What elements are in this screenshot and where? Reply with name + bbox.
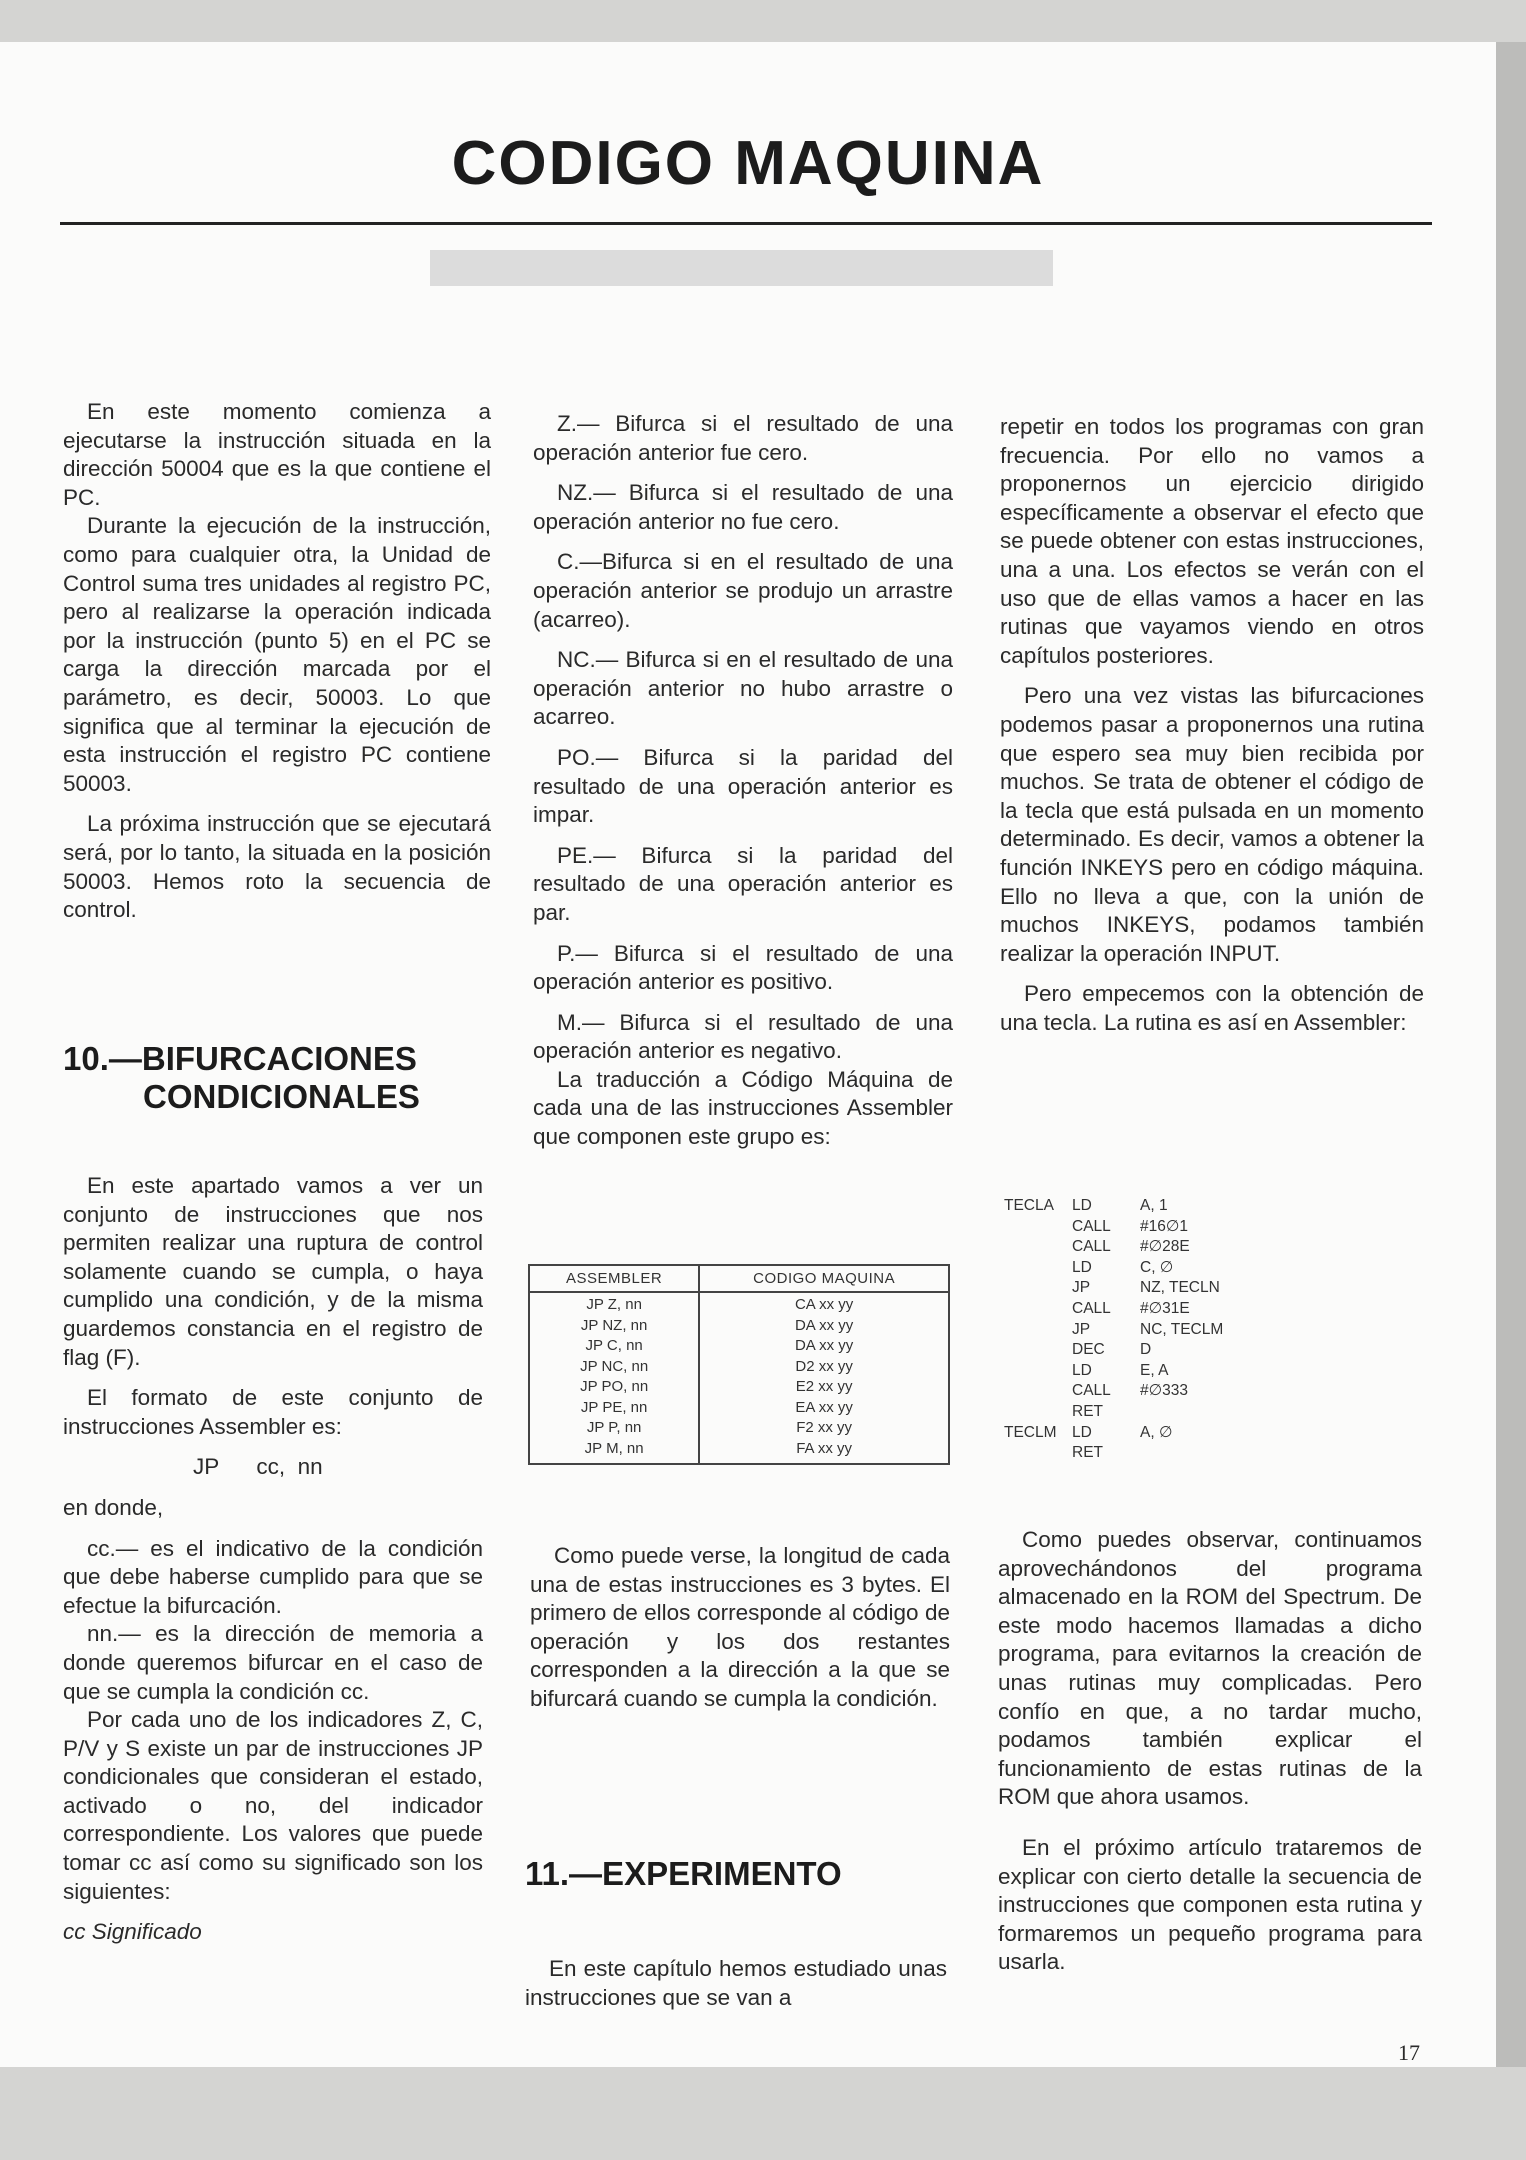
code-line — [1004, 1423, 1223, 1444]
table-cell: D2 xx yy — [795, 1357, 853, 1375]
page-number: 17 — [1398, 2040, 1420, 2065]
condition: P.— Bifurca si el resultado de una operación anterior es positivo. — [533, 940, 953, 995]
table-header: CODIGO MAQUINA — [699, 1265, 949, 1292]
code-line — [1004, 1299, 1223, 1320]
table-cell: JP Z, nn — [586, 1296, 642, 1313]
code-line — [1004, 1402, 1223, 1423]
table-cell: DA xx yy — [794, 1337, 854, 1354]
paragraph: Pero una vez vistas las bifurcaciones podemos pasar a proponernos una rutina que espero sea muy bien recibida por muchos. Se trata de obtener el código de la tecla que está pulsada en un momento determinado. Es decir, vamos a obtener la función INKEYS pero en código máquina. Ello no lleva a que, con la unión de muchos INKEYS, podamos también realizar la operación INPUT. — [1000, 683, 1424, 966]
code-label — [1004, 1381, 1072, 1402]
code-label — [1004, 1299, 1072, 1320]
code-mnemonic: LD — [1072, 1361, 1092, 1379]
table-cell: JP NZ, nn — [580, 1316, 648, 1334]
section-heading-10 — [63, 1040, 420, 1116]
code-mnemonic: DEC — [1072, 1341, 1105, 1359]
code-mnemonic: LD — [1072, 1197, 1092, 1214]
heading-line: 10.—BIFURCACIONES — [63, 1040, 417, 1077]
code-operand: A, ∅ — [1140, 1423, 1173, 1441]
code-mnemonic: RET — [1072, 1402, 1103, 1420]
page-title: CODIGO MAQUINA — [451, 129, 1045, 198]
code-line — [1004, 1361, 1223, 1382]
paragraph: en donde, — [63, 1494, 164, 1520]
code-mnemonic: CALL — [1072, 1238, 1111, 1256]
paragraph: repetir en todos los programas con gran frecuencia. Por ello no vamos a proponernos un ejercicio dirigido específicamente a observar el efecto que se puede obtener con estas instrucciones, una a una. Los efectos se verán con el uso que de ellas vamos a hacer en las rutinas que vayamos viendo en otros capítulos posteriores. — [1000, 414, 1424, 668]
cc-significado: cc Significado — [63, 1919, 202, 1945]
code-operand: #∅28E — [1140, 1238, 1190, 1256]
code-label — [1004, 1258, 1072, 1279]
code-mnemonic: LD — [1072, 1258, 1092, 1276]
code-line — [1004, 1381, 1223, 1402]
code-mnemonic: JP — [1072, 1320, 1091, 1338]
table-cell: CA xx yy — [794, 1296, 854, 1313]
code-line — [1004, 1340, 1223, 1361]
page-edge — [1496, 42, 1526, 2067]
condition: NC.— Bifurca si en el resultado de una operación anterior no hubo arrastre o acarreo. — [533, 647, 953, 730]
code-label — [1004, 1340, 1072, 1361]
code-line — [1004, 1258, 1223, 1279]
format-line: JP cc, nn — [193, 1454, 323, 1480]
title-rule — [60, 222, 1432, 225]
condition: M.— Bifurca si el resultado de una operación anterior es negativo. — [533, 1009, 953, 1064]
code-line — [1004, 1278, 1223, 1299]
paragraph: La próxima instrucción que se ejecutará será, por lo tanto, la situada en la posición 50003. Hemos roto la secuencia de control. — [63, 811, 491, 923]
column-3-top — [1000, 413, 1424, 1049]
code-operand: #∅333 — [1140, 1382, 1188, 1400]
opcode-table — [528, 1264, 950, 1465]
column-2-end — [525, 1955, 947, 2024]
code-label — [1004, 1237, 1072, 1258]
code-label — [1004, 1320, 1072, 1341]
code-operand: NC, TECLM — [1140, 1320, 1224, 1338]
table-cell: JP C, nn — [585, 1337, 643, 1354]
table-cell: JP M, nn — [584, 1439, 644, 1457]
code-mnemonic: LD — [1072, 1423, 1092, 1441]
codigo-cell — [699, 1292, 949, 1464]
code-operand: D — [1140, 1341, 1152, 1359]
code-operand: E, A — [1140, 1361, 1169, 1379]
table-cell: JP NC, nn — [580, 1357, 649, 1375]
condition: C.—Bifurca si en el resultado de una operación anterior se produjo un arrastre (acarreo). — [533, 549, 953, 632]
code-label — [1004, 1402, 1072, 1423]
table-cell: F2 xx yy — [796, 1419, 853, 1436]
gray-band — [430, 250, 1053, 286]
table-cell: JP PO, nn — [580, 1378, 649, 1395]
paragraph: En este apartado vamos a ver un conjunto de instrucciones que nos permiten realizar una ruptura de control solamente cuando se cumpla, o haya cumplido una condición, y de la misma guardemos constancia en el registro de flag (F). — [63, 1173, 483, 1370]
condition: PO.— Bifurca si la paridad del resultado de una operación anterior es impar. — [533, 744, 953, 828]
paragraph: Como puede verse, la longitud de cada una de estas instrucciones es 3 bytes. El primero de ellos corresponde al código de operación y los dos restantes corresponden a la dirección a la que se bifurcará cuando se cumpla la condición. — [530, 1543, 950, 1711]
code-operand: #16∅1 — [1140, 1217, 1188, 1235]
code-label — [1004, 1361, 1072, 1382]
table-cell: FA xx yy — [796, 1439, 853, 1457]
code-label — [1004, 1278, 1072, 1299]
code-mnemonic: RET — [1072, 1444, 1103, 1462]
paragraph: En este momento comienza a ejecutarse la instrucción situada en la dirección 50004 que es la que contiene el PC. — [63, 399, 491, 510]
code-line — [1004, 1196, 1223, 1217]
table-cell: E2 xx yy — [795, 1378, 853, 1395]
code-operand: A, 1 — [1140, 1197, 1168, 1214]
code-line — [1004, 1237, 1223, 1258]
condition: NZ.— Bifurca si el resultado de una operación anterior no fue cero. — [533, 480, 953, 534]
paragraph: Durante la ejecución de la instrucción, como para cualquier otra, la Unidad de Control suma tres unidades al registro PC, pero al realizarse la operación indicada por la instrucción (punto 5) en el PC se carga la dirección marcada por el parámetro, es decir, 50003. Lo que significa que al terminar la ejecución de esta instrucción el registro PC contiene 50003. — [63, 513, 491, 796]
column-3-bottom — [998, 1526, 1422, 1989]
table-cell: JP PE, nn — [580, 1398, 648, 1416]
paragraph: Como puedes observar, continuamos aprovechándonos del programa almacenado en la ROM del Spectrum. De este modo hacemos llamadas a dicho programa, para evitarnos la creación de unas rutinas muy complicadas. Pero confío en que, a no tardar mucho, podamos también explicar el funcionamiento de estas rutinas de la ROM que ahora usamos. — [998, 1527, 1422, 1810]
code-line — [1004, 1443, 1223, 1464]
column-1-top — [63, 398, 491, 937]
paragraph: Pero empecemos con la obtención de una tecla. La rutina es así en Assembler: — [1000, 981, 1424, 1035]
code-mnemonic: CALL — [1072, 1299, 1111, 1317]
code-operand: C, ∅ — [1140, 1258, 1174, 1276]
code-mnemonic: CALL — [1072, 1217, 1111, 1235]
paragraph: cc.— es el indicativo de la condición que debe haberse cumplido para que se efectue la bifurcación. — [63, 1535, 483, 1618]
code-label — [1004, 1217, 1072, 1238]
paragraph: Por cada uno de los indicadores Z, C, P/V y S existe un par de instrucciones JP condicionales que consideran el estado, activado o no, del indicador correspondiente. Los valores que puede tomar cc así como su significado son los siguientes: — [63, 1707, 483, 1904]
code-listing — [1004, 1196, 1223, 1464]
table-cell: DA xx yy — [794, 1316, 854, 1334]
table-header: ASSEMBLER — [529, 1265, 699, 1292]
code-line — [1004, 1217, 1223, 1238]
table-cell: EA xx yy — [795, 1398, 853, 1416]
code-label: TECLM — [1004, 1423, 1057, 1441]
code-label: TECLA — [1004, 1197, 1054, 1214]
condition: Z.— Bifurca si el resultado de una operación anterior fue cero. — [533, 411, 953, 465]
column-2-bottom — [530, 1542, 950, 1726]
paragraph: En el próximo artículo trataremos de explicar con cierto detalle la secuencia de instrucciones que componen esta rutina y formaremos un pequeño programa para usarla. — [998, 1834, 1422, 1975]
code-mnemonic: CALL — [1072, 1382, 1111, 1400]
column-1-bottom — [63, 1172, 483, 1959]
section-heading-11: 11.—EXPERIMENTO — [525, 1855, 842, 1892]
assembler-cell — [529, 1292, 699, 1464]
column-2-top — [533, 410, 953, 1164]
code-label — [1004, 1443, 1072, 1464]
paragraph: El formato de este conjunto de instrucciones Assembler es: — [63, 1385, 483, 1439]
heading-line: CONDICIONALES — [143, 1078, 420, 1115]
condition: PE.— Bifurca si la paridad del resultado de una operación anterior es par. — [533, 842, 953, 925]
code-operand: #∅31E — [1140, 1299, 1190, 1317]
code-operand: NZ, TECLN — [1140, 1279, 1220, 1297]
code-mnemonic: JP — [1072, 1279, 1091, 1297]
code-line — [1004, 1320, 1223, 1341]
table-cell: JP P, nn — [586, 1419, 642, 1436]
paragraph: nn.— es la dirección de memoria a donde queremos bifurcar en el caso de que se cumpla la condición cc. — [63, 1621, 483, 1704]
paragraph: La traducción a Código Máquina de cada una de las instrucciones Assembler que componen este grupo es: — [533, 1066, 953, 1150]
paragraph: En este capítulo hemos estudiado unas instrucciones que se van a — [525, 1956, 947, 2010]
